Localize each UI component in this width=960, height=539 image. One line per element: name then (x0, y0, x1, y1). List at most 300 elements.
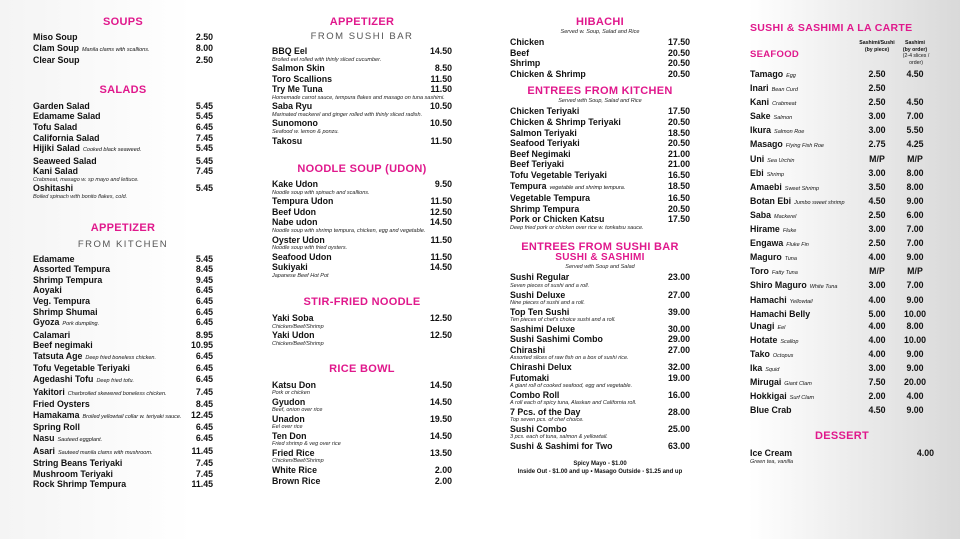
menu-item (510, 193, 690, 204)
item-price: 7.45 (195, 468, 213, 479)
section-title: SOUPS (102, 16, 143, 28)
menu-item (272, 84, 452, 95)
menu-item (510, 362, 690, 373)
item-name-text: Ice Cream (750, 448, 793, 459)
item-name-text: Agedashi Tofu (33, 374, 94, 385)
item-name-text: Unadon (272, 413, 305, 424)
item-price: 2.50 (195, 32, 213, 42)
section-subtitle: FROM KITCHEN (77, 238, 169, 250)
menu-item (33, 122, 213, 133)
item-price: 5.45 (195, 253, 213, 264)
item-name (272, 235, 430, 246)
item-name (33, 122, 196, 133)
a-la-carte-item (750, 390, 950, 404)
price-by-order: 9.00 (906, 294, 924, 305)
menu-item (33, 55, 213, 66)
menu-item (510, 390, 690, 401)
item-price: 5.45 (195, 111, 213, 122)
item-name (510, 214, 668, 225)
menu-item (33, 143, 213, 156)
menu-item (272, 46, 452, 57)
item-price: 4.00 (916, 448, 934, 459)
menu-item (510, 407, 690, 418)
item-price: 17.50 (667, 37, 690, 47)
a-la-carte-item (750, 251, 950, 265)
item-name-text: Engawa (750, 238, 784, 249)
item-name (510, 204, 668, 215)
item-name (510, 307, 668, 318)
item-name-text: Tako (750, 348, 770, 359)
item-name-text: Chicken & Shrimp Teriyaki (510, 116, 621, 127)
item-name-text: Chicken & Shrimp (510, 68, 586, 79)
item-note: Japanese Beef Hot Pot (272, 272, 329, 279)
item-name-text: Seafood Udon (272, 251, 332, 262)
item-name-text: Clear Soup (33, 55, 80, 66)
item-note: Fried shrimp & veg over rice (272, 441, 341, 448)
col-a-header (858, 40, 896, 53)
item-name-text: Hamakama (33, 409, 80, 420)
menu-item (510, 272, 690, 283)
item-price: 12.50 (429, 313, 452, 324)
item-name-text: Beef negimaki (33, 340, 93, 351)
item-name-text: Hotate (750, 334, 778, 345)
item-name (33, 410, 191, 423)
item-price: 8.45 (195, 399, 213, 410)
item-price: 14.50 (429, 379, 452, 390)
a-la-carte-item (750, 237, 950, 251)
item-description: Sauteed eggplant. (57, 437, 103, 444)
item-name-text: Combo Roll (510, 389, 560, 400)
item-name-text: Tatsuta Age (33, 350, 83, 361)
item-name (272, 207, 430, 218)
item-name (510, 58, 668, 69)
item-name-text: Sashimi Deluxe (510, 323, 576, 334)
menu-item (272, 74, 452, 85)
item-price: 6.45 (195, 285, 213, 296)
item-name (750, 320, 858, 334)
item-name (272, 330, 430, 341)
dessert-section (750, 430, 950, 465)
item-note: Ten pieces of chef's choice sushi and a roll. (510, 317, 616, 324)
item-price: 7.45 (195, 166, 213, 177)
item-description: Surf Clam (789, 395, 815, 402)
a-la-carte-item (750, 308, 950, 320)
price-by-piece: 4.00 (868, 320, 886, 331)
item-name-text: Ikura (750, 125, 772, 136)
item-price: 6.45 (195, 422, 213, 433)
price-by-piece: 3.00 (868, 280, 886, 291)
item-price: 6.45 (195, 433, 213, 444)
menu-item (510, 214, 690, 225)
menu-item (272, 465, 452, 476)
item-note: Seafood w. lemon & ponzu. (272, 129, 339, 136)
item-name-text: Oyster Udon (272, 234, 325, 245)
price-by-piece: 2.75 (868, 139, 886, 150)
item-price: 13.50 (429, 447, 452, 458)
menu-item (272, 397, 452, 408)
menu-item (33, 387, 213, 400)
item-name (510, 48, 668, 59)
menu-item (33, 351, 213, 364)
item-name-text: White Rice (272, 464, 317, 475)
item-description: Manila clams with scallions. (81, 46, 150, 53)
item-name-text: Hokkigai (750, 391, 787, 402)
item-name-text: Miso Soup (33, 32, 78, 42)
section-title: ENTREES FROM KITCHEN (527, 85, 673, 98)
item-description: Shrimp (766, 171, 785, 178)
item-name (510, 324, 668, 335)
item-name-text: Hamachi (750, 294, 787, 305)
item-name-text: BBQ Eel (272, 46, 308, 56)
dessert-title: DESSERT (814, 430, 870, 443)
menu-item (33, 43, 213, 56)
item-name-text: Vegetable Tempura (510, 193, 591, 204)
item-description: Giant Clam (784, 381, 812, 388)
item-name-text: Amaebi (750, 181, 782, 192)
section-title: HIBACHI (576, 16, 624, 28)
price-by-piece: 3.00 (868, 111, 886, 122)
item-price: 14.50 (429, 396, 452, 407)
menu-item (272, 207, 452, 218)
item-name (510, 373, 668, 384)
item-price: 20.50 (667, 138, 690, 149)
appetizer-sushi-section (272, 16, 452, 146)
item-price: 16.50 (667, 193, 690, 204)
item-note: Chicken/Beef/Shrimp (272, 341, 324, 347)
item-price: 10.50 (429, 101, 452, 112)
item-name-text: Ebi (750, 167, 764, 178)
item-name (750, 390, 858, 404)
price-by-piece: 4.50 (868, 195, 886, 206)
item-name (750, 82, 858, 96)
item-name-text: Salmon Skin (272, 63, 325, 74)
item-name (33, 351, 196, 364)
price-by-order: 7.00 (906, 238, 924, 249)
col-a-sub: (by piece) (864, 46, 890, 53)
item-price: 28.00 (667, 406, 690, 417)
section-subtitle: FROM SUSHI BAR (310, 31, 414, 42)
item-price: 8.00 (195, 42, 213, 53)
item-description: Scallop (780, 338, 799, 345)
price-by-piece: 3.00 (868, 125, 886, 136)
menu-item (33, 307, 213, 318)
menu-item (510, 204, 690, 215)
entrees-sushi-section (510, 241, 690, 475)
item-name-text: Edamame Salad (33, 111, 101, 122)
a-la-carte-item (750, 404, 950, 416)
item-name (33, 111, 196, 122)
item-name-text: Uni (750, 153, 765, 164)
item-note: Green tea, vanilla (750, 458, 794, 465)
menu-item (33, 399, 213, 410)
item-price: 20.50 (667, 68, 690, 79)
section-title: RICE BOWL (329, 362, 395, 375)
item-note: Marinated mackerel and ginger rolled with thinly sliced radish. (272, 111, 423, 118)
item-name-text: Sushi Combo (510, 423, 567, 434)
item-name-text: Pork or Chicken Katsu (510, 214, 605, 225)
item-price: 6.45 (195, 121, 213, 132)
menu-item (272, 101, 452, 112)
item-name (33, 433, 196, 446)
item-description: Mackerel (774, 213, 797, 220)
price-by-piece: M/P (869, 153, 885, 164)
item-name (33, 156, 196, 167)
menu-item (33, 317, 213, 330)
item-price: 2.00 (434, 464, 452, 475)
price-by-order: 7.00 (906, 224, 924, 235)
a-la-carte-item (750, 348, 950, 362)
hibachi-section (510, 16, 690, 79)
menu-item (510, 117, 690, 128)
item-name-text: California Salad (33, 132, 100, 143)
item-name (750, 334, 858, 348)
menu-item (510, 106, 690, 117)
item-name (510, 117, 668, 128)
section-subtitle: Served with Soup, Salad and Rice (558, 98, 642, 105)
item-price: 27.00 (667, 344, 690, 355)
price-by-piece: 4.00 (868, 334, 886, 345)
item-name (33, 446, 191, 459)
menu-item (33, 111, 213, 122)
item-name (750, 153, 858, 167)
item-price: 14.50 (429, 430, 452, 441)
item-name-text: Sushi Deluxe (510, 289, 566, 300)
item-name (272, 313, 430, 324)
item-name (510, 170, 668, 181)
a-la-carte-item (750, 110, 950, 124)
item-price: 5.45 (195, 155, 213, 166)
price-by-order: 4.25 (906, 139, 924, 150)
item-name (750, 376, 858, 390)
item-name (510, 181, 668, 194)
item-name (33, 143, 196, 156)
menu-item (510, 181, 690, 194)
item-name (272, 476, 435, 487)
item-note: Deep fried pork or chicken over rice w. tonkatsu sauce. (510, 224, 644, 231)
item-name-text: Shrimp Tempura (33, 274, 103, 285)
item-name-text: Shiro Maguro (750, 280, 807, 291)
item-description: Squid (765, 366, 780, 373)
menu-item (33, 363, 213, 374)
price-by-piece: 2.50 (868, 238, 886, 249)
item-name-text: Sushi Regular (510, 272, 570, 283)
item-price: 32.00 (667, 361, 690, 372)
item-name (510, 69, 668, 80)
item-name (272, 136, 430, 147)
item-name (750, 124, 858, 138)
item-name (33, 340, 191, 351)
item-name-text: Tofu Vegetable Teriyaki (510, 169, 607, 180)
item-price: 8.95 (195, 329, 213, 340)
a-la-carte-item (750, 124, 950, 138)
menu-item (33, 458, 213, 469)
menu-item (510, 138, 690, 149)
price-by-order: 9.00 (906, 252, 924, 263)
column-3 (510, 0, 690, 476)
price-by-piece: 5.00 (868, 308, 886, 319)
item-note: Broiled eel rolled with thinly sliced cucumber. (272, 56, 382, 63)
menu-item (510, 307, 690, 318)
item-description: Octopus (772, 352, 794, 359)
item-name-text: Seafood Teriyaki (510, 138, 580, 149)
price-by-piece: M/P (869, 266, 885, 277)
item-price: 7.45 (195, 458, 213, 469)
rice-bowl-section (272, 363, 452, 487)
menu-item (510, 69, 690, 80)
menu-item (33, 275, 213, 286)
item-description: Eel (777, 324, 786, 331)
item-price: 39.00 (667, 306, 690, 317)
menu-item (510, 324, 690, 335)
section-served-note: Served with Soup and Salad (565, 264, 635, 271)
item-name-text: Yakitori (33, 386, 65, 397)
item-name (33, 387, 196, 400)
item-name-text: Saba (750, 209, 772, 220)
a-la-carte-title: SUSHI & SASHIMI A LA CARTE (750, 22, 913, 34)
item-name-text: Edamame (33, 253, 75, 264)
item-name-text: Yaki Udon (272, 330, 315, 341)
section-title: ENTREES FROM SUSHI BAR (521, 241, 679, 254)
item-price: 2.00 (434, 475, 452, 486)
item-price: 10.50 (429, 118, 452, 129)
item-description: Sweet Shrimp (784, 185, 820, 192)
menu-item (510, 441, 690, 452)
menu-item (510, 345, 690, 356)
item-price: 11.50 (430, 135, 452, 146)
item-name-text: Clam Soup (33, 42, 79, 53)
menu-item (33, 101, 213, 112)
item-description: Sea Urchin (767, 157, 795, 164)
item-name (272, 118, 430, 129)
item-price: 11.45 (191, 479, 213, 490)
entrees-kitchen-section (510, 85, 690, 231)
menu-item (33, 433, 213, 446)
item-price: 11.50 (430, 84, 452, 95)
appetizer-kitchen-section (33, 222, 213, 490)
item-description: Fluke (782, 228, 797, 235)
item-name (33, 317, 196, 330)
item-name-text: String Beans Teriyaki (33, 458, 123, 469)
item-name-text: Fried Oysters (33, 399, 90, 410)
a-la-carte-item (750, 209, 950, 223)
price-by-order: 4.50 (906, 97, 924, 108)
item-price: 18.50 (667, 127, 690, 138)
item-name (33, 133, 196, 144)
item-note: A giant roll of cooked seafood, egg and vegetable. (510, 383, 633, 390)
price-by-order: 5.50 (906, 125, 924, 136)
item-name-text: Tempura (510, 180, 547, 191)
item-name (750, 237, 858, 251)
item-name-text: Beef Udon (272, 206, 316, 217)
price-by-piece: 3.50 (868, 181, 886, 192)
item-description: Deep fried tofu. (96, 378, 135, 385)
item-name-text: Calamari (33, 329, 71, 340)
item-name-text: Tofu Salad (33, 121, 78, 132)
item-note: Beef, onion over rice (272, 407, 323, 414)
item-note: Crabmeat, masago w. sp mayo and lettuce. (33, 176, 139, 183)
item-name (750, 448, 917, 459)
item-description: Fluke Fin (786, 242, 809, 249)
item-note: Top seven pcs. of chef choice. (510, 417, 584, 424)
section-title: APPETIZER (329, 16, 395, 28)
item-name (750, 68, 858, 82)
item-name-text: Nasu (33, 433, 55, 444)
item-name-text: Tofu Vegetable Teriyaki (33, 363, 130, 374)
item-price: 11.45 (191, 445, 213, 456)
menu-item (33, 374, 213, 387)
price-by-order: 7.00 (906, 111, 924, 122)
a-la-carte-item (750, 153, 950, 167)
item-description: Fatty Tuna (771, 270, 798, 277)
price-by-order: 10.00 (903, 334, 926, 345)
item-name (750, 279, 858, 293)
item-price: 10.95 (190, 340, 213, 351)
item-name (272, 74, 430, 85)
menu-item (510, 290, 690, 301)
menu-item (510, 334, 690, 345)
menu-item (33, 285, 213, 296)
menu-item (33, 32, 213, 43)
menu-item (33, 422, 213, 433)
item-description: Yellowtail (789, 298, 813, 305)
item-name (33, 32, 196, 43)
item-name-text: Kani Salad (33, 166, 78, 177)
item-price: 27.00 (667, 289, 690, 300)
menu-item (272, 118, 452, 129)
menu-item (272, 235, 452, 246)
price-by-piece: 2.50 (868, 83, 886, 94)
price-by-order: 4.00 (906, 391, 924, 402)
item-name (272, 252, 430, 263)
stir-fried-section (272, 296, 452, 347)
item-name (510, 441, 668, 452)
menu-item (510, 373, 690, 384)
menu-item (33, 183, 213, 194)
item-price: 19.00 (667, 372, 690, 383)
col-b-header (896, 40, 936, 66)
item-price: 9.50 (434, 179, 452, 190)
menu-item (510, 128, 690, 139)
section-subtitle: Served w. Soup, Salad and Rice (560, 29, 640, 35)
item-price: 6.45 (195, 350, 213, 361)
a-la-carte-item (750, 223, 950, 237)
menu-item (272, 380, 452, 391)
item-name-text: Chirashi Delux (510, 361, 572, 372)
item-price: 63.00 (667, 440, 690, 451)
item-name (750, 138, 858, 152)
item-name (750, 362, 858, 376)
item-note: Assorted slices of raw fish on a box of sushi rice. (510, 355, 629, 362)
item-name-text: Sushi & Sashimi for Two (510, 440, 613, 451)
menu-item (272, 262, 452, 273)
item-price: 14.50 (429, 217, 452, 228)
item-price: 16.50 (667, 169, 690, 180)
item-name-text: Top Ten Sushi (510, 306, 570, 317)
menu-item (272, 313, 452, 324)
item-name-text: Unagi (750, 320, 775, 331)
price-by-order: 9.00 (906, 348, 924, 359)
item-name-text: Masago (750, 139, 783, 150)
price-by-piece: 4.50 (868, 405, 886, 416)
item-name-text: Mushroom Teriyaki (33, 468, 114, 479)
item-price: 17.50 (667, 214, 690, 225)
item-name-text: Veg. Tempura (33, 295, 91, 306)
item-price: 14.50 (429, 262, 452, 273)
item-note: Nine pieces of sushi and a roll. (510, 300, 585, 307)
item-name-text: Shrimp Shumai (33, 306, 98, 317)
menu-item (33, 340, 213, 351)
price-by-order: 9.00 (906, 195, 924, 206)
